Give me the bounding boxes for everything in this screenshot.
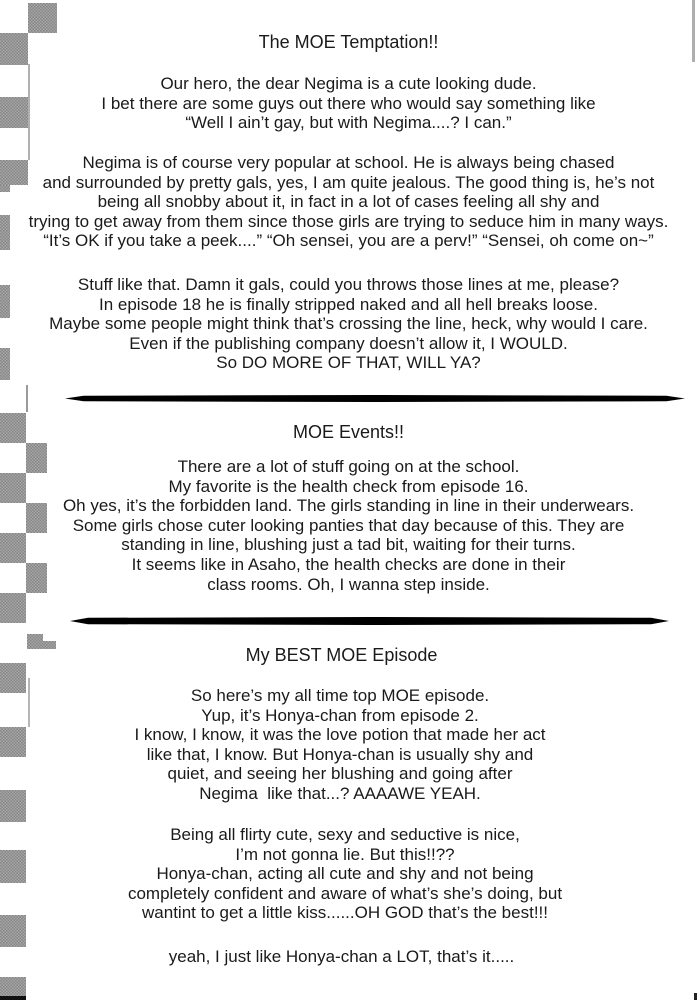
heading-text: My BEST MOE Episode — [245, 645, 438, 665]
section-heading — [0, 32, 697, 53]
heading-text: The MOE Temptation!! — [258, 32, 439, 52]
edge-line — [26, 385, 28, 412]
text-line: Even if the publishing company doesn’t allow it, I WOULD. — [129, 333, 568, 353]
text-line: I know, I know, it was the love potion that made her act — [134, 725, 546, 745]
section-heading — [0, 645, 683, 666]
checker-square — [0, 593, 26, 623]
text-line: Honya-chan, acting all cute and shy and not being — [156, 864, 534, 884]
text-line: quiet, and seeing her blushing and going after — [167, 764, 513, 784]
checker-square — [28, 3, 57, 33]
text-line: standing in line, blushing just a tad bit, waiting for their turns. — [121, 535, 576, 555]
text-line: and surrounded by pretty gals, yes, I am quite jealous. The good thing is, he’s not — [42, 172, 655, 192]
paragraph — [0, 457, 697, 594]
checker-square — [0, 977, 26, 996]
text-line: completely confident and aware of what’s she’s doing, but — [127, 883, 563, 903]
text-line: Maybe some people might think that’s crossing the line, heck, why would I care. — [49, 314, 648, 334]
paragraph — [0, 825, 690, 923]
text-line: like that, I know. But Honya-chan is usually shy and — [146, 744, 534, 764]
text-line: It seems like in Asaho, the health checks are done in their — [131, 554, 566, 574]
text-line: wantint to get a little kiss......OH GOD that’s the best!!! — [142, 903, 548, 923]
text-line: There are a lot of stuff going on at the school. — [177, 457, 520, 476]
section-heading — [0, 422, 697, 443]
text-line: “Well I ain’t gay, but with Negima....? I can.” — [185, 113, 512, 133]
text-line: trying to get away from them since those girls are trying to seduce him in many ways. — [28, 211, 669, 231]
text-line: I bet there are some guys out there who would say something like — [101, 93, 596, 113]
bottom-left-black-mark — [0, 996, 26, 1000]
text-line: Stuff like that. Damn it gals, could you throws those lines at me, please? — [77, 275, 620, 294]
text-line: In episode 18 he is finally stripped naked and all hell breaks loose. — [99, 294, 598, 314]
divider-rule — [70, 617, 669, 625]
paragraph — [0, 947, 683, 967]
text-line: “It’s OK if you take a peek....” “Oh sensei, you are a perv!” “Sensei, oh come on~” — [43, 231, 654, 251]
text-line: Yup, it’s Honya-chan from episode 2. — [201, 705, 479, 725]
text-line: Oh yes, it’s the forbidden land. The girls standing in line in their underwears. — [62, 496, 635, 516]
paragraph — [0, 275, 697, 373]
text-line: I’m not gonna lie. But this!!?? — [235, 844, 455, 864]
text-line: So here’s my all time top MOE episode. — [190, 686, 490, 705]
paragraph — [0, 153, 697, 251]
heading-text: MOE Events!! — [292, 422, 405, 442]
text-line: Negima like that...? AAAAWE YEAH. — [199, 783, 481, 803]
text-line: Some girls chose cuter looking panties that day because of this. They are — [72, 515, 625, 535]
paragraph — [0, 74, 697, 133]
text-line: Negima is of course very popular at school. He is always being chased — [82, 153, 615, 172]
paragraph — [0, 686, 680, 804]
text-line: My favorite is the health check from episode 16. — [168, 476, 529, 496]
text-line: So DO MORE OF THAT, WILL YA? — [216, 353, 481, 373]
divider-rule — [65, 395, 685, 402]
text-line: Being all flirty cute, sexy and seductive is nice, — [170, 825, 520, 844]
text-line: Our hero, the dear Negima is a cute looking dude. — [160, 74, 537, 93]
text-line: yeah, I just like Honya-chan a LOT, that’s it..... — [168, 947, 515, 966]
text-line: being all snobby about it, in fact in a lot of cases feeling all shy and — [97, 192, 600, 212]
text-line: class rooms. Oh, I wanna step inside. — [207, 574, 490, 594]
